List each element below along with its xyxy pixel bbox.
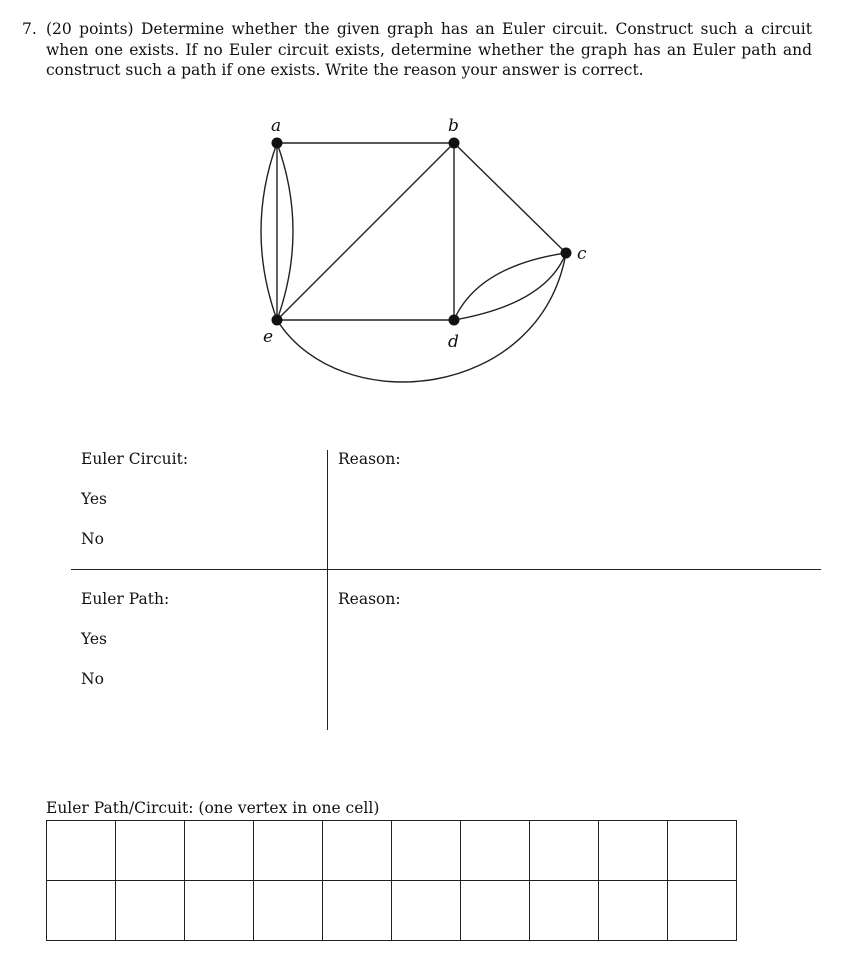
vertical-divider xyxy=(327,450,328,730)
answer-grid-cell[interactable] xyxy=(668,821,737,881)
answer-grid-cell[interactable] xyxy=(530,881,599,941)
answer-grid-cell[interactable] xyxy=(599,821,668,881)
answer-grid-cell[interactable] xyxy=(254,821,323,881)
question-text: (20 points) Determine whether the given graph has an Euler circuit. Construct such a circuit when one exists. If no Euler circuit exists, determine whether the graph has an Euler path and construct such a path if one exists. Write the reason your answer is correct. xyxy=(46,20,812,79)
vertex-label-b: b xyxy=(448,116,459,136)
euler-circuit-reason-label: Reason: xyxy=(338,450,401,468)
question-number: 7. xyxy=(22,20,37,38)
vertex-label-e: e xyxy=(263,327,274,347)
answer-grid-cell[interactable] xyxy=(599,881,668,941)
euler-path-yes-option[interactable]: Yes xyxy=(81,630,108,648)
euler-path-reason-label: Reason: xyxy=(338,590,401,608)
answer-grid-cell[interactable] xyxy=(185,881,254,941)
answer-grid-cell[interactable] xyxy=(392,881,461,941)
vertex-label-a: a xyxy=(271,116,282,136)
answer-grid-cell[interactable] xyxy=(530,821,599,881)
euler-circuit-yes-option[interactable]: Yes xyxy=(81,490,108,508)
euler-path-no-option[interactable]: No xyxy=(81,670,104,688)
euler-circuit-no-option[interactable]: No xyxy=(81,530,104,548)
answer-grid-cell[interactable] xyxy=(116,821,185,881)
answer-grid-cell[interactable] xyxy=(461,821,530,881)
answer-grid-cell[interactable] xyxy=(668,881,737,941)
answer-grid-cell[interactable] xyxy=(254,881,323,941)
vertex-label-c: c xyxy=(577,244,587,264)
answer-grid-cell[interactable] xyxy=(47,821,116,881)
answer-grid-cell[interactable] xyxy=(47,881,116,941)
euler-path-heading: Euler Path: xyxy=(81,590,170,608)
answer-grid-cell[interactable] xyxy=(392,821,461,881)
euler-circuit-heading: Euler Circuit: xyxy=(81,450,189,468)
answer-grid-cell[interactable] xyxy=(323,881,392,941)
answer-grid-row xyxy=(47,821,737,881)
answer-grid-caption: Euler Path/Circuit: (one vertex in one cell) xyxy=(46,799,380,817)
answer-grid xyxy=(46,820,737,941)
vertex-label-d: d xyxy=(448,332,459,352)
answer-grid-cell[interactable] xyxy=(116,881,185,941)
horizontal-divider xyxy=(71,569,821,570)
answer-grid-row xyxy=(47,881,737,941)
answer-grid-cell[interactable] xyxy=(323,821,392,881)
answer-grid-cell[interactable] xyxy=(461,881,530,941)
answer-grid-cell[interactable] xyxy=(185,821,254,881)
